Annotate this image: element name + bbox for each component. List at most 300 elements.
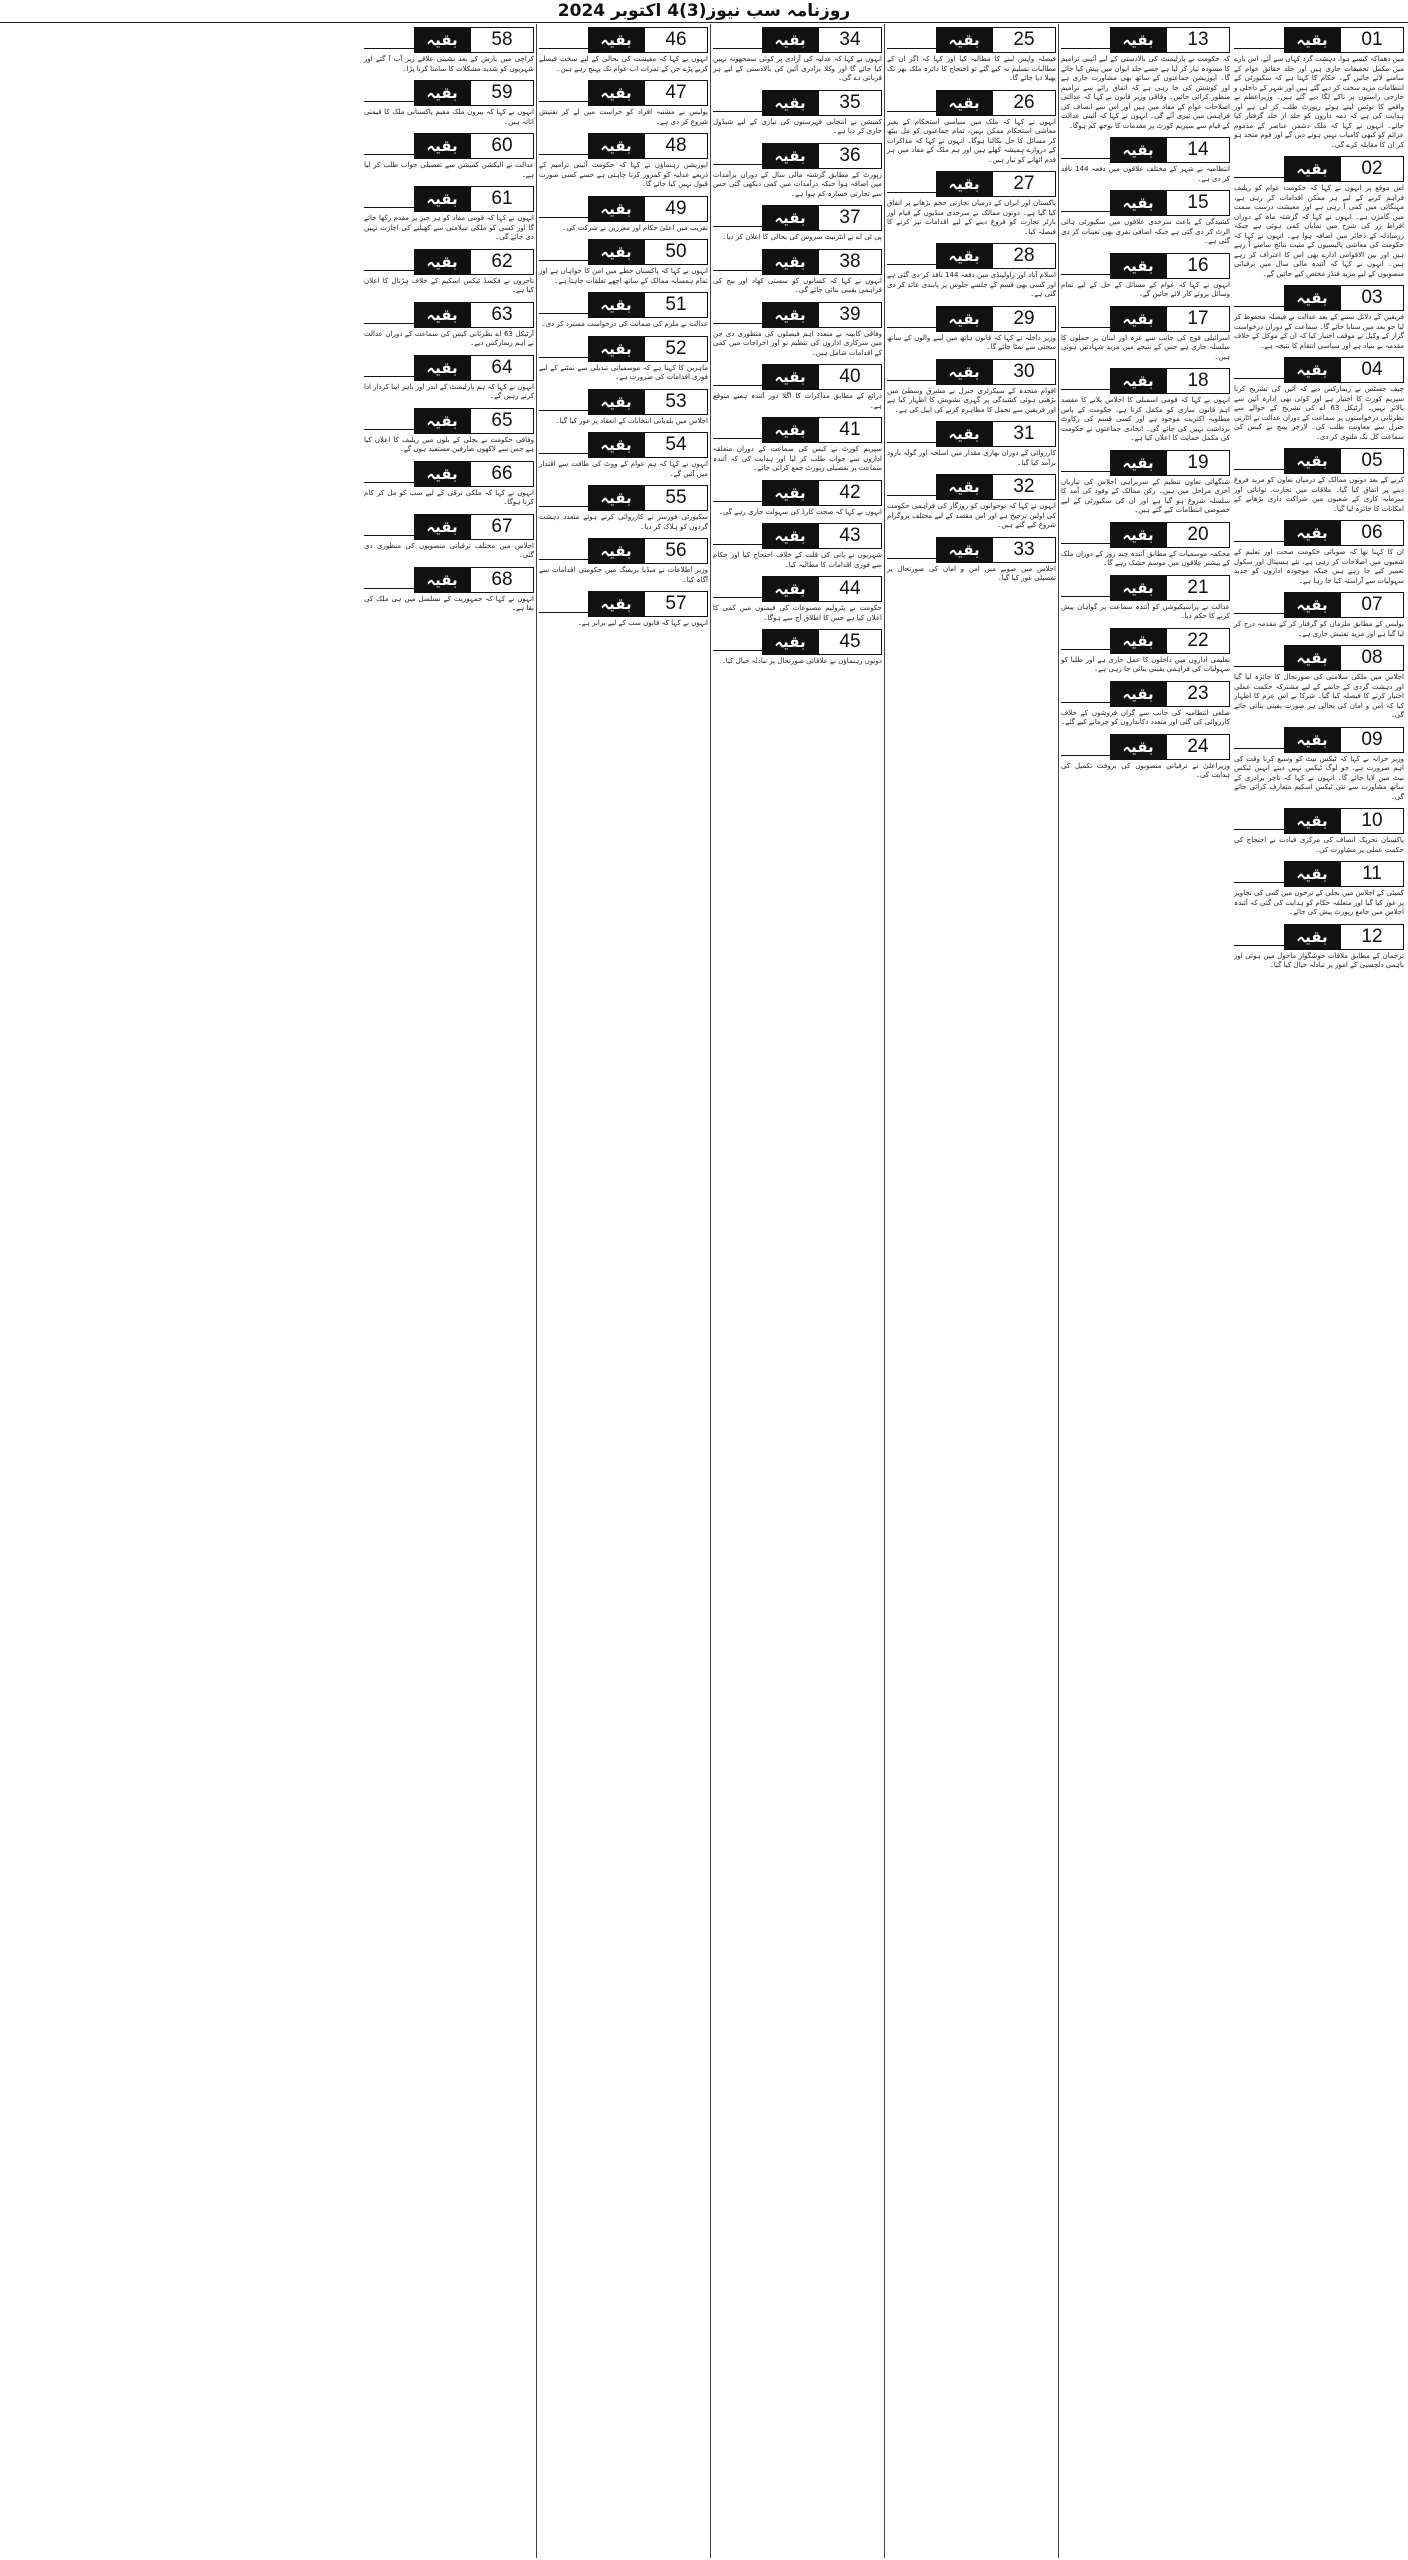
continued-item [364,355,534,402]
item-header [1061,522,1230,548]
continued-item [713,302,882,359]
item-number: 61 [470,186,534,212]
continued-item [713,205,882,243]
continued-item [887,306,1056,353]
item-number: 38 [818,249,882,275]
item-header [539,27,708,53]
item-number: 66 [470,461,534,487]
item-header [713,27,882,53]
continued-item [713,27,882,84]
item-number: 62 [470,249,534,275]
item-number: 68 [470,567,534,593]
continued-label: بقیہ [414,302,470,328]
item-number: 29 [992,306,1056,332]
header-rule [887,243,936,265]
continued-label: بقیہ [762,480,818,506]
item-header [713,302,882,328]
continued-item [364,514,534,561]
header-rule [1234,357,1284,379]
continued-label: بقیہ [588,292,644,318]
header-rule [713,364,762,386]
continued-item [364,186,534,243]
item-header [713,417,882,443]
item-body-text: ماہرین کا کہنا ہے کہ موسمیاتی تبدیلی سے نمٹنے کے لیے فوری اقدامات کی ضرورت ہے۔ [539,363,708,381]
columns-container [2,24,1406,2558]
item-number: 58 [470,27,534,53]
continued-label: بقیہ [414,514,470,540]
item-number: 21 [1166,575,1230,601]
item-number: 52 [644,336,708,362]
item-body-text: ترجمان کے مطابق ملاقات خوشگوار ماحول میں ہوئی اور باہمی دلچسپی کے امور پر تبادلہ خیال کیا گیا۔ [1234,951,1404,969]
continued-item [539,485,708,532]
item-body-text: اجلاس میں مختلف ترقیاتی منصوبوں کی منظوری دی گئی۔ [364,541,534,559]
header-rule [539,389,588,411]
item-number: 32 [992,474,1056,500]
item-header [539,80,708,106]
column-3 [884,24,1058,2558]
header-rule [1061,628,1110,650]
continued-item [364,408,534,455]
continued-label: بقیہ [414,355,470,381]
item-header [887,421,1056,447]
item-number: 33 [992,537,1056,563]
item-header [364,355,534,381]
item-header [539,389,708,415]
item-body-text: شنگھائی تعاون تنظیم کے سربراہی اجلاس کی تیاریاں آخری مراحل میں ہیں۔ رکن ممالک کے وفود کی آمد کا سلسلہ شروع ہو گیا ہے اور ان کی سکیورٹی کے لیے خصوصی انتظامات کیے گئے ہیں۔ [1061,477,1230,514]
item-header [364,461,534,487]
item-header [1061,306,1230,332]
item-number: 08 [1340,645,1404,671]
continued-item [364,567,534,614]
item-body-text: انہوں نے کہا کہ ہم عوام کے ووٹ کی طاقت سے اقتدار میں آئیں گے۔ [539,460,708,478]
continued-label: بقیہ [414,80,470,106]
header-rule [1061,306,1110,328]
continued-label: بقیہ [588,389,644,415]
header-rule [1234,645,1284,667]
continued-label: بقیہ [1110,575,1166,601]
item-header [539,432,708,458]
continued-label: بقیہ [936,359,992,385]
item-header [1061,628,1230,654]
continued-item [539,336,708,383]
item-number: 03 [1340,285,1404,311]
continued-item [1061,681,1230,728]
continued-label: بقیہ [414,27,470,53]
continued-label: بقیہ [1284,156,1340,182]
item-body-text: عدالت نے الیکشن کمیشن سے تفصیلی جواب طلب کر لیا ہے۔ [364,161,534,179]
item-body-text: کشیدگی کے باعث سرحدی علاقوں میں سکیورٹی ہائی الرٹ کر دی گئی ہے جبکہ اضافی نفری بھی تعینات کر دی گئی ہے۔ [1061,218,1230,245]
item-header [1234,520,1404,546]
item-body-text: پولیس کے مطابق ملزمان کو گرفتار کر کے مقدمہ درج کر لیا گیا ہے اور مزید تفتیش جاری ہے۔ [1234,620,1404,638]
continued-item [1234,448,1404,514]
continued-item [364,133,534,180]
item-header [1061,734,1230,760]
item-number: 24 [1166,734,1230,760]
continued-label: بقیہ [588,485,644,511]
continued-item [539,27,708,74]
item-body-text: انہوں نے کہا کہ عدلیہ کی آزادی پر کوئی سمجھوتہ نہیں کیا جائے گا اور وکلا برادری آئین کی بالادستی کے لیے ہر قربانی دے گی۔ [713,55,882,82]
item-number: 53 [644,389,708,415]
continued-item [713,143,882,200]
continued-item [364,249,534,296]
item-header [364,302,534,328]
header-rule [887,474,936,496]
continued-label: بقیہ [762,364,818,390]
continued-label: بقیہ [1284,808,1340,834]
item-number: 12 [1340,924,1404,950]
item-number: 23 [1166,681,1230,707]
item-body-text: رپورٹ کے مطابق گزشتہ مالی سال کے دوران برآمدات میں اضافہ ہوا جبکہ درآمدات میں کمی دیکھی گئی جس سے تجارتی خسارہ کم ہوا ہے۔ [713,170,882,198]
item-body-text: کارروائی کے دوران بھاری مقدار میں اسلحہ اور گولہ بارود برآمد کیا گیا۔ [887,449,1056,467]
item-header [1234,156,1404,182]
item-number: 43 [818,523,882,549]
item-number: 54 [644,432,708,458]
item-number: 51 [644,292,708,318]
continued-label: بقیہ [1110,628,1166,654]
item-number: 46 [644,27,708,53]
item-body-text: دونوں رہنماؤں نے علاقائی صورتحال پر تبادلہ خیال کیا۔ [721,657,882,665]
item-header [713,523,882,549]
continued-item [713,576,882,623]
header-rule [887,90,936,112]
header-rule [713,143,762,165]
continued-item [539,292,708,330]
continued-item [1061,368,1230,444]
item-number: 26 [992,90,1056,116]
item-header [1234,924,1404,950]
continued-item [1234,285,1404,351]
item-body-text: وفاقی کابینہ نے متعدد اہم فیصلوں کی منظوری دی جن میں سرکاری اداروں کی تنظیم نو اور اخراجات میں کمی کے اقدامات شامل ہیں۔ [713,329,882,357]
header-rule [1061,450,1110,472]
item-body-text: انہوں نے کہا کہ قومی مفاد کو ہر چیز پر مقدم رکھا جائے گا اور کسی کو ملکی سلامتی سے کھیلنے کی اجازت نہیں دی جائے گی۔ [364,214,534,241]
item-number: 49 [644,196,708,222]
item-header [539,538,708,564]
column-1 [1232,24,1406,2558]
item-number: 02 [1340,156,1404,182]
header-rule [1234,285,1284,307]
continued-label: بقیہ [1284,520,1340,546]
header-rule [713,480,762,502]
item-number: 60 [470,133,534,159]
continued-item [713,417,882,474]
item-body-text: پاکستان تحریک انصاف کی مرکزی قیادت نے احتجاج کی حکمت عملی پر مشاورت کی۔ [1234,836,1404,854]
item-body-text: انہوں نے کہا کہ معیشت کی بحالی کے لیے سخت فیصلے کرنے پڑے جن کے ثمرات اب عوام تک پہنچ رہے ہیں۔ [539,55,708,73]
item-header [713,364,882,390]
continued-item [887,243,1056,300]
continued-label: بقیہ [1110,253,1166,279]
header-rule [1061,190,1110,212]
item-header [713,480,882,506]
continued-label: بقیہ [1284,592,1340,618]
header-rule [1234,727,1284,749]
continued-label: بقیہ [762,90,818,116]
item-body-text: عدالت نے پراسیکیوشن کو آئندہ سماعت پر گواہان پیش کرنے کا حکم دیا۔ [1061,602,1230,620]
item-number: 55 [644,485,708,511]
item-body-text: کمیشن نے انتخابی فہرستوں کی تیاری کے لیے شیڈول جاری کر دیا ہے۔ [713,117,882,135]
header-rule [364,302,414,324]
header-rule [539,591,588,613]
continued-label: بقیہ [1110,306,1166,332]
header-rule [1061,681,1110,703]
header-rule [539,336,588,358]
item-number: 42 [818,480,882,506]
item-header [713,576,882,602]
item-body-text: ذرائع کے مطابق مذاکرات کا اگلا دور آئندہ ہفتے متوقع ہے۔ [713,392,882,410]
continued-item [887,537,1056,584]
continued-label: بقیہ [588,538,644,564]
header-rule [1061,734,1110,756]
item-body-text: اجلاس میں ملکی سلامتی کی صورتحال کا جائزہ لیا گیا اور دہشت گردی کے خاتمے کے لیے مشترکہ حکمت عملی اختیار کرنے کا فیصلہ کیا گیا۔ شرکا نے اس عزم کا اظہار کیا کہ امن و امان کی بحالی ہر صورت یقینی بنائی جائے گی۔ [1234,673,1404,719]
header-rule [713,417,762,439]
item-number: 39 [818,302,882,328]
continued-label: بقیہ [936,421,992,447]
item-header [713,205,882,231]
continued-item [1061,306,1230,363]
continued-label: بقیہ [762,629,818,655]
item-header [887,306,1056,332]
item-body-text: آرٹیکل 63 اے نظرثانی کیس کی سماعت کے دوران عدالت نے اہم ریمارکس دیے۔ [364,329,534,347]
item-body-text: اجلاس میں بلدیاتی انتخابات کے انعقاد پر غور کیا گیا۔ [555,416,708,425]
item-body-text: پاکستان اور ایران کے درمیان تجارتی حجم بڑھانے پر اتفاق کیا گیا ہے۔ دونوں ممالک نے سرحدی منڈیوں کے قیام اور بارٹر تجارت کو فروغ دینے کے لیے اقدامات تیز کرنے کا فیصلہ کیا۔ [887,199,1056,236]
item-number: 50 [644,239,708,265]
item-header [364,133,534,159]
item-header [713,90,882,116]
item-header [1234,27,1404,53]
header-rule [1234,520,1284,542]
item-header [364,567,534,593]
continued-label: بقیہ [762,576,818,602]
continued-item [539,389,708,427]
item-header [1234,357,1404,383]
item-header [1234,808,1404,834]
header-rule [539,432,588,454]
continued-label: بقیہ [1284,448,1340,474]
item-number: 04 [1340,357,1404,383]
continued-item [539,239,708,286]
continued-label: بقیہ [1284,727,1340,753]
continued-item [887,27,1056,84]
item-body-text: سپریم کورٹ نے کیس کی سماعت کے دوران متعلقہ اداروں سے جواب طلب کر لیا اور ہدایت کی کہ آئندہ سماعت پر تفصیلی رپورٹ جمع کرائی جائے۔ [713,445,882,472]
item-number: 47 [644,80,708,106]
item-body-text: انہوں نے کہا کہ پاکستان خطے میں امن کا خواہاں ہے اور تمام ہمسایہ ممالک کے ساتھ اچھے تعلقات چاہتا ہے۔ [539,267,708,285]
continued-item [713,523,882,570]
header-rule [1234,156,1284,178]
header-rule [713,302,762,324]
item-header [1234,645,1404,671]
header-rule [1234,924,1284,946]
header-rule [1061,137,1110,159]
item-number: 05 [1340,448,1404,474]
header-rule [364,514,414,536]
item-header [539,591,708,617]
item-header [1061,450,1230,476]
header-rule [1234,808,1284,830]
continued-item [539,538,708,585]
continued-label: بقیہ [936,306,992,332]
item-body-text: شہریوں نے پانی کی قلت کے خلاف احتجاج کیا اور حکام سے فوری اقدامات کا مطالبہ کیا۔ [713,551,882,569]
item-header [1234,448,1404,474]
continued-label: بقیہ [414,249,470,275]
item-header [539,485,708,511]
continued-item [713,364,882,411]
continued-label: بقیہ [1284,357,1340,383]
header-rule [539,239,588,261]
item-body-text: انہوں نے کہا کہ ملکی ترقی کے لیے سب کو مل کر کام کرنا ہوگا۔ [364,488,534,506]
item-header [887,243,1056,269]
item-body-text: کمیٹی کے اجلاس میں بجلی کے نرخوں میں کمی کی تجاویز پر غور کیا گیا اور متعلقہ حکام کو ہدایت کی گئی کہ آئندہ اجلاس میں جامع رپورٹ پیش کی جائے۔ [1234,889,1404,916]
continued-item [1061,522,1230,569]
item-header [539,196,708,222]
item-number: 64 [470,355,534,381]
header-rule [713,90,762,112]
header-rule [539,80,588,102]
continued-label: بقیہ [1110,450,1166,476]
continued-label: بقیہ [414,133,470,159]
continued-item [713,629,882,667]
continued-item [1234,156,1404,279]
column-4 [710,24,884,2558]
item-body-text: فیصلہ واپس لینے کا مطالبہ کیا اور کہا کہ اگر ان کے مطالبات تسلیم نہ کیے گئے تو احتجاج کا دائرہ ملک بھر تک پھیلا دیا جائے گا۔ [887,55,1056,82]
item-body-text: اقوام متحدہ کے سیکرٹری جنرل نے مشرق وسطیٰ میں بڑھتی ہوئی کشیدگی پر گہری تشویش کا اظہار کیا ہے اور فریقین سے تحمل کا مظاہرہ کرنے کی اپیل کی ہے۔ [887,386,1056,414]
continued-item [887,421,1056,468]
item-header [364,514,534,540]
header-rule [1061,522,1110,544]
header-rule [713,27,762,49]
continued-label: بقیہ [762,523,818,549]
item-body-text: پولیس نے مشتبہ افراد کو حراست میں لے کر تفتیش شروع کر دی ہے۔ [539,108,708,126]
continued-item [364,27,534,74]
continued-label: بقیہ [936,171,992,197]
header-rule [887,27,936,49]
continued-label: بقیہ [1110,522,1166,548]
header-rule [1061,253,1110,275]
item-header [887,27,1056,53]
continued-item [1234,357,1404,442]
item-body-text: ضلعی انتظامیہ کی جانب سے گراں فروشوں کے خلاف کارروائی کی گئی اور متعدد دکانداروں کو جرمانے کیے گئے۔ [1061,708,1230,726]
continued-item [887,90,1056,166]
item-header [539,133,708,159]
item-body-text: انہوں نے کہا کہ ہم پارلیمنٹ کے اندر اور باہر اپنا کردار ادا کرتے رہیں گے۔ [364,382,534,400]
item-header [1234,727,1404,753]
item-number: 37 [818,205,882,231]
header-rule [713,523,762,545]
continued-label: بقیہ [1284,645,1340,671]
item-number: 65 [470,408,534,434]
item-body-text: انہوں نے کہا کہ ملک میں سیاسی استحکام کے بغیر معاشی استحکام ممکن نہیں، تمام جماعتوں کو مل بیٹھ کر مسائل کا حل نکالنا ہوگا۔ انہوں نے کہا کہ مذاکرات کے دروازے ہمیشہ کھلے ہیں اور ہم ملک کے مفاد میں ہر قدم اٹھانے کو تیار ہیں۔ [887,117,1056,164]
continued-label: بقیہ [588,239,644,265]
item-number: 25 [992,27,1056,53]
header-rule [539,27,588,49]
item-body-text: کراچی میں بارش کے بعد نشیبی علاقے زیر آب آ گئے اور شہریوں کو شدید مشکلات کا سامنا کرنا پڑا۔ [364,55,534,73]
item-number: 07 [1340,592,1404,618]
continued-item [539,432,708,479]
item-header [364,27,534,53]
header-rule [1234,27,1284,49]
item-body-text: انہوں نے کہا کہ بیرون ملک مقیم پاکستانی ملک کا قیمتی اثاثہ ہیں۔ [364,108,534,126]
item-body-text: حکومت نے پٹرولیم مصنوعات کی قیمتوں میں کمی کا اعلان کیا ہے جس کا اطلاق آج سے ہوگا۔ [713,604,882,622]
item-header [1061,190,1230,216]
item-header [1061,253,1230,279]
item-header [887,171,1056,197]
item-body-text: انہوں نے کہا کہ صحت کارڈ کی سہولت جاری رہے گی۔ [718,507,882,516]
continued-label: بقیہ [1284,924,1340,950]
continued-item [1061,575,1230,622]
continued-item [1234,727,1404,803]
continued-label: بقیہ [762,249,818,275]
item-number: 10 [1340,808,1404,834]
item-number: 19 [1166,450,1230,476]
item-body-text: وزیر اطلاعات نے میڈیا بریفنگ میں حکومتی اقدامات سے آگاہ کیا۔ [539,566,708,584]
item-header [539,336,708,362]
continued-label: بقیہ [936,537,992,563]
item-header [1061,137,1230,163]
header-rule [539,538,588,560]
item-number: 11 [1340,861,1404,887]
continued-item [1061,27,1230,131]
continued-label: بقیہ [1284,27,1340,53]
header-rule [713,205,762,227]
continued-item [539,133,708,190]
item-body-text: وزیراعلیٰ نے ترقیاتی منصوبوں کی بروقت تکمیل کی ہدایت کی۔ [1061,761,1230,779]
item-body-text: محکمہ موسمیات کے مطابق آئندہ چند روز کے دوران ملک کے بیشتر علاقوں میں موسم خشک رہے گا۔ [1061,549,1230,567]
continued-item [539,80,708,127]
item-number: 67 [470,514,534,540]
item-body-text: اجلاس میں صوبے میں امن و امان کی صورتحال پر تفصیلی غور کیا گیا۔ [887,564,1056,582]
item-number: 13 [1166,27,1230,53]
continued-label: بقیہ [588,432,644,458]
continued-label: بقیہ [414,567,470,593]
header-rule [713,629,762,651]
header-rule [1061,27,1110,49]
item-body-text: ان کا کہنا تھا کہ صوبائی حکومت صحت اور تعلیم کے شعبوں میں اصلاحات کر رہی ہے، نئے ہسپتال اور سکول تعمیر کیے جا رہے ہیں جبکہ موجودہ اداروں کو جدید سہولیات سے آراستہ کیا جا رہا ہے۔ [1234,548,1404,585]
continued-item [1234,808,1404,855]
continued-label: بقیہ [1110,734,1166,760]
item-number: 35 [818,90,882,116]
item-header [539,292,708,318]
item-number: 22 [1166,628,1230,654]
item-header [1234,861,1404,887]
continued-label: بقیہ [414,186,470,212]
continued-item [1234,27,1404,150]
item-body-text: کہ حکومت نے پارلیمنٹ کی بالادستی کے لیے آئینی ترامیم کا مسودہ تیار کر لیا ہے جسے جلد ایوان میں پیش کیا جائے گا۔ اپوزیشن جماعتوں کے ساتھ بھی مشاورت جاری ہے اور کوشش کی جا رہی ہے کہ اتفاق رائے سے ترامیم منظور کرائی جائیں۔ وفاقی وزیر قانون نے کہا کہ عدالتی اصلاحات عوام کے مفاد میں ہیں اور اس سے انصاف کی فراہمی میں تیزی آئے گی۔ انہوں نے کہا کہ آئینی عدالت کے قیام سے سپریم کورٹ پر مقدمات کا بوجھ کم ہوگا۔ [1061,55,1230,130]
continued-label: بقیہ [1110,681,1166,707]
continued-label: بقیہ [414,408,470,434]
item-header [364,249,534,275]
continued-item [1061,137,1230,184]
item-body-text: تاجروں نے فکسڈ ٹیکس اسکیم کے خلاف ہڑتال کا اعلان کیا ہے۔ [364,276,534,294]
continued-label: بقیہ [762,27,818,53]
header-rule [887,171,936,193]
continued-label: بقیہ [762,302,818,328]
item-body-text: انہوں نے کہا کہ عوام کے مسائل کے حل کے لیے تمام وسائل بروئے کار لائے جائیں گے۔ [1061,280,1230,298]
header-rule [364,567,414,589]
item-body-text: وزیر داخلہ نے کہا کہ قانون ہاتھ میں لینے والوں کے ساتھ سختی سے نمٹا جائے گا۔ [887,333,1056,351]
item-number: 31 [992,421,1056,447]
header-rule [364,186,414,208]
continued-item [364,80,534,127]
continued-item [1061,628,1230,675]
continued-label: بقیہ [762,417,818,443]
item-header [713,143,882,169]
continued-item [1061,253,1230,300]
header-rule [364,80,414,102]
header-rule [364,461,414,483]
item-header [364,186,534,212]
item-header [1061,368,1230,394]
continued-item [364,461,534,508]
continued-label: بقیہ [588,80,644,106]
item-body-text: تقریب میں اعلیٰ حکام اور معززین نے شرکت کی۔ [562,223,708,232]
